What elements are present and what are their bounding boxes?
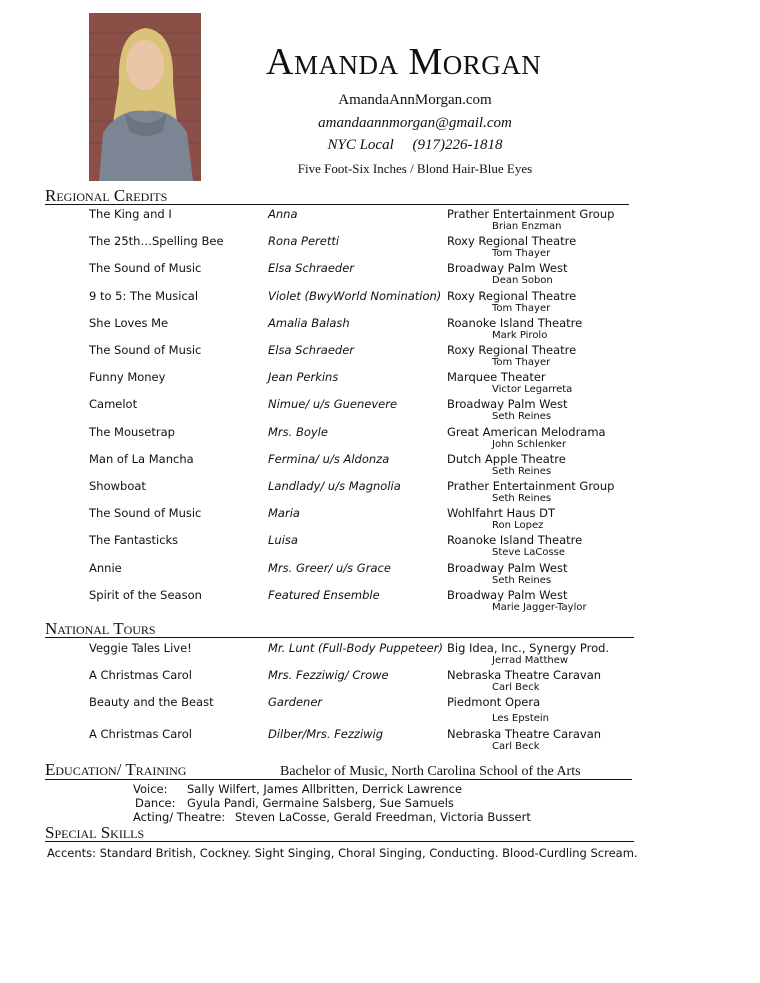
credit-director: Les Epstein: [492, 713, 550, 724]
credit-row: [0, 668, 760, 695]
section-divider: [45, 841, 634, 842]
credit-director: John Schlenker: [492, 438, 567, 450]
credit-show: Showboat: [89, 479, 146, 493]
credit-role: Mrs. Greer/ u/s Grace: [268, 560, 391, 575]
special-skills-text: Accents: Standard British, Cockney. Sight Singing, Choral Singing, Conducting. Blood-Curdling Scream.: [47, 846, 638, 860]
credit-theatre: Wohlfahrt Haus DT: [447, 506, 556, 521]
credit-role: Maria: [268, 506, 300, 521]
credit-director: Carl Beck: [492, 682, 540, 693]
credit-director: Brian Enzman: [492, 221, 562, 232]
credit-show: Funny Money: [89, 370, 166, 385]
credit-row: [0, 207, 760, 234]
website-link[interactable]: AmandaAnnMorgan.com: [338, 92, 492, 108]
credit-theatre: Roxy Regional Theatre: [447, 234, 577, 249]
credit-theatre: Prather Entertainment Group: [447, 479, 615, 493]
credit-director: Ron Lopez: [492, 520, 544, 532]
credit-director: Tom Thayer: [492, 302, 551, 314]
credit-theatre: Roxy Regional Theatre: [447, 343, 577, 357]
credit-row: [0, 479, 760, 506]
credit-show: Beauty and the Beast: [89, 695, 214, 709]
credit-show: The Sound of Music: [89, 343, 202, 357]
credit-row: [0, 261, 760, 288]
credit-row: [0, 234, 760, 261]
credit-row: [0, 506, 760, 533]
credit-row: [0, 289, 760, 316]
credit-director: Tom Thayer: [492, 357, 551, 368]
credit-role: Featured Ensemble: [268, 587, 380, 602]
credit-theatre: Broadway Palm West: [447, 261, 568, 276]
credit-row: [0, 533, 760, 560]
credit-role: Amalia Balash: [268, 315, 350, 330]
section-title-national: National Tours: [45, 619, 156, 638]
credit-director: Dean Sobon: [492, 275, 553, 287]
credit-theatre: Marquee Theater: [447, 370, 546, 385]
credit-theatre: Roxy Regional Theatre: [447, 288, 577, 303]
credit-role: Anna: [268, 207, 298, 221]
credit-show: Veggie Tales Live!: [89, 641, 192, 655]
credit-role: Gardener: [268, 695, 323, 709]
credit-director: Tom Thayer: [492, 248, 551, 260]
credit-row: [0, 343, 760, 370]
credit-theatre: Dutch Apple Theatre: [447, 451, 566, 466]
candidate-name: Amanda Morgan: [266, 41, 542, 83]
credit-theatre: Big Idea, Inc., Synergy Prod.: [447, 641, 610, 655]
credit-theatre: Broadway Palm West: [447, 397, 568, 412]
credit-director: Seth Reines: [492, 574, 552, 586]
credit-director: Victor Legarreta: [492, 384, 573, 396]
credit-director: Jerrad Matthew: [492, 655, 569, 666]
headshot-photo: [89, 13, 201, 181]
degree: Bachelor of Music, North Carolina School of the Arts: [280, 764, 581, 779]
credit-director: Seth Reines: [492, 411, 552, 423]
section-divider: [45, 637, 634, 638]
section-title-education: Education/ Training: [45, 760, 187, 779]
credit-row: [0, 588, 760, 615]
credit-role: Landlady/ u/s Magnolia: [268, 479, 401, 493]
credit-director: Seth Reines: [492, 493, 552, 504]
credit-director: Steve LaCosse: [492, 547, 566, 559]
training-label-dance: Dance:: [135, 796, 176, 810]
credit-role: Luisa: [268, 533, 298, 548]
credit-role: Mr. Lunt (Full-Body Puppeteer): [268, 641, 443, 655]
credit-theatre: Piedmont Opera: [447, 695, 541, 709]
credit-show: The 25th…Spelling Bee: [89, 234, 224, 249]
credit-theatre: Broadway Palm West: [447, 587, 568, 602]
credit-show: A Christmas Carol: [89, 668, 192, 682]
credit-theatre: Great American Melodrama: [447, 424, 606, 439]
credit-theatre: Roanoke Island Theatre: [447, 315, 583, 330]
credit-row: [0, 727, 760, 754]
credit-role: Dilber/Mrs. Fezziwig: [268, 727, 384, 741]
credit-role: Elsa Schraeder: [268, 343, 355, 357]
credit-row: [0, 397, 760, 424]
credit-role: Elsa Schraeder: [268, 261, 355, 276]
training-teachers-dance: Gyula Pandi, Germaine Salsberg, Sue Samuels: [187, 796, 454, 810]
credit-role: Mrs. Boyle: [268, 424, 328, 439]
section-title-regional: Regional Credits: [45, 186, 168, 205]
credit-row: [0, 425, 760, 452]
phone-number: NYC Local (917)226-1818: [327, 137, 503, 153]
credit-show: The King and I: [89, 207, 172, 221]
credit-director: Mark Pirolo: [492, 329, 548, 341]
credit-theatre: Nebraska Theatre Caravan: [447, 727, 602, 741]
credit-show: The Fantasticks: [89, 533, 179, 548]
credit-row: [0, 561, 760, 588]
credit-director: Carl Beck: [492, 741, 540, 752]
credit-theatre: Roanoke Island Theatre: [447, 533, 583, 548]
credit-show: Camelot: [89, 397, 138, 412]
credit-show: She Loves Me: [89, 315, 169, 330]
credit-theatre: Prather Entertainment Group: [447, 207, 615, 221]
credit-director: Seth Reines: [492, 465, 552, 477]
training-label-acting: Acting/ Theatre:: [133, 810, 226, 824]
credit-row: [0, 316, 760, 343]
credit-role: Jean Perkins: [268, 370, 339, 385]
credit-row: [0, 641, 760, 668]
email-link[interactable]: amandaannmorgan@gmail.com: [318, 115, 512, 131]
credit-show: The Sound of Music: [89, 506, 202, 521]
credit-role: Rona Peretti: [268, 234, 340, 249]
credit-show: The Mousetrap: [89, 424, 175, 439]
physical-stats: Five Foot-Six Inches / Blond Hair-Blue Eyes: [297, 161, 533, 176]
training-teachers-voice: Sally Wilfert, James Allbritten, Derrick Lawrence: [187, 782, 463, 796]
credit-show: A Christmas Carol: [89, 727, 192, 741]
credit-role: Fermina/ u/s Aldonza: [268, 451, 390, 466]
credit-show: Spirit of the Season: [89, 587, 202, 602]
credit-row: [0, 452, 760, 479]
credit-show: The Sound of Music: [89, 261, 202, 276]
credit-show: Man of La Mancha: [89, 451, 194, 466]
credit-theatre: Nebraska Theatre Caravan: [447, 668, 602, 682]
credit-theatre: Broadway Palm West: [447, 560, 568, 575]
section-divider: [45, 204, 629, 205]
training-teachers-acting: Steven LaCosse, Gerald Freedman, Victoria Bussert: [235, 810, 531, 824]
credit-show: Annie: [89, 560, 122, 575]
section-title-skills: Special Skills: [45, 823, 145, 842]
credit-show: 9 to 5: The Musical: [89, 288, 199, 303]
credit-row: [0, 370, 760, 397]
credit-role: Mrs. Fezziwig/ Crowe: [268, 668, 389, 682]
credit-director: Marie Jagger-Taylor: [492, 601, 587, 613]
credit-role: Nimue/ u/s Guenevere: [268, 397, 398, 412]
credit-role: Violet (BwyWorld Nomination): [268, 288, 442, 303]
credit-row: [0, 695, 760, 722]
training-label-voice: Voice:: [133, 782, 168, 796]
section-divider: [45, 779, 632, 780]
